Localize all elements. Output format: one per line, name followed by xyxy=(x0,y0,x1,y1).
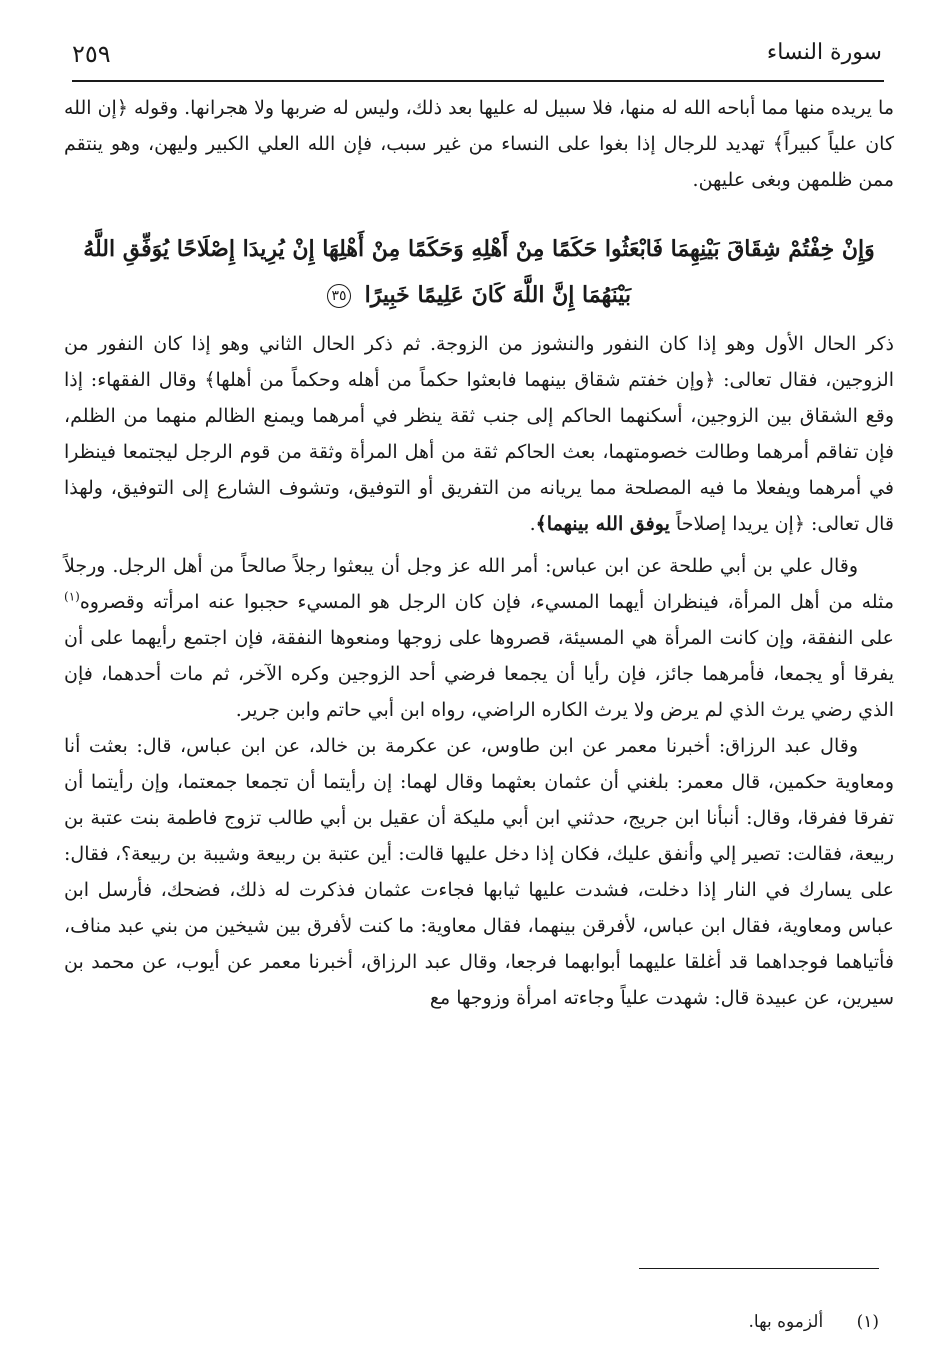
paragraph-3-text: وقال علي بن أبي طلحة عن ابن عباس: أمر الله عز وجل أن يبعثوا رجلاً صالحاً من أهل الرجل. ورجلاً مثله من أهل المرأة، فينظران أيهما المسيء، فإن كان الرجل هو المسيء حجبوا عنه امرأته وقصروه xyxy=(64,555,894,613)
verse-text: وَإِنْ خِفْتُمْ شِقَاقَ بَيْنِهِمَا فَابْعَثُوا حَكَمًا مِنْ أَهْلِهِ وَحَكَمًا مِنْ أَهْلِهَا إِنْ يُرِيدَا إِصْلَاحًا يُوَفِّقِ اللَّهُ بَيْنَهُمَا إِنَّ اللَّهَ كَانَ عَلِيمًا خَبِيرًا xyxy=(83,236,875,308)
footnote-rule xyxy=(639,1268,879,1269)
quran-verse xyxy=(64,226,894,318)
paragraph-3 xyxy=(64,548,894,728)
paragraph-2 xyxy=(64,326,894,542)
verse-number-marker: ٣٥ xyxy=(327,284,351,308)
paragraph-2-text: ذكر الحال الأول وهو إذا كان النفور والنشوز من الزوجة. ثم ذكر الحال الثاني وهو إذا كان النفور من الزوجين، فقال تعالى: ﴿وإن خفتم شقاق بينهما فابعثوا حكماً من أهله وحكماً من أهلها﴾ وقال الفقهاء: إذا وقع الشقاق بين الزوجين، أسكنهما الحاكم إلى جنب ثقة ينظر في أمرهما ويمنع الظالم منهما من الظلم، فإن تفاقم أمرهما وطالت خصومتهما، بعث الحاكم ثقة من أهل المرأة وثقة من قوم الرجل ليجتمعا فينظرا في أمرهما ويفعلا ما فيه المصلحة مما يريانه من التفريق أو التوفيق، وتشوف الشارع إلى التوفيق، ولهذا قال تعالى: ﴿إن يريدا إصلاحاً xyxy=(64,333,894,535)
page-header xyxy=(72,38,882,74)
paragraph-2-end: . xyxy=(529,513,536,535)
paragraph-3-end: على النفقة، وإن كانت المرأة هي المسيئة، قصروها على زوجها ومنعوها النفقة، فإن اجتمع رأيهما على أن يفرقا أو يجمعا، فأمرهما جائز، فإن رأيا أن يجمعا فرضي أحد الزوجين وكره الآخر، ثم مات أحدهما، فإن الذي رضي يرث الذي لم يرض ولا يرث الكاره الراضي، رواه ابن أبي حاتم وابن جرير. xyxy=(64,627,894,721)
footnote-text: ألزموه بها. xyxy=(748,1312,824,1332)
main-text xyxy=(64,88,894,1016)
footnote-reference[interactable]: (١) xyxy=(64,589,80,604)
header-rule xyxy=(72,80,884,82)
paragraph-4: وقال عبد الرزاق: أخبرنا معمر عن ابن طاوس، عن عكرمة بن خالد، عن ابن عباس، قال: بعثت أنا ومعاوية حكمين، قال معمر: بلغني أن عثمان بعثهما وقال لهما: إن رأيتما أن تجمعا جمعتما، وإن رأيتما أن تفرقا ففرقا، وقال: أنبأنا ابن جريج، حدثني ابن أبي مليكة أن عقيل بن أبي طالب تزوج فاطمة بنت عتبة بن ربيعة، فقالت: تصير إلي وأنفق عليك، فكان إذا دخل عليها قالت: أين عتبة بن ربيعة وشيبة بن ربيعة؟، فقال: على يسارك في النار إذا دخلت، فشدت عليها ثيابها فجاءت عثمان فذكرت له ذلك، فضحك، فأرسل ابن عباس ومعاوية، فقال ابن عباس، لأفرقن بينهما، فقال معاوية: ما كنت لأفرق بين شيخين من بني عبد مناف، فأتياهما فوجداهما قد أغلقا عليهما أبوابهما فرجعا، وقال عبد الرزاق، أخبرنا معمر عن أيوب، عن محمد بن سيرين، عن عبيدة قال: شهدت علياً وجاءته امرأة وزوجها مع xyxy=(64,735,894,1009)
surah-title: سورة النساء xyxy=(766,40,882,65)
footnote-number: (١) xyxy=(856,1312,879,1332)
page-number: ٢٥٩ xyxy=(72,40,111,68)
paragraph-2-quote: يوفق الله بينهما﴾ xyxy=(535,513,670,535)
footnote xyxy=(749,1312,879,1332)
paragraph-1: ما يريده منها مما أباحه الله له منها، فلا سبيل له عليها بعد ذلك، وليس له ضربها ولا هجرانها. وقوله ﴿إن الله كان علياً كبيراً﴾ تهديد للرجال إذا بغوا على النساء من غير سبب، فإن الله العلي الكبير وليهن، وهو ينتقم ممن ظلمهن وبغى عليهن. xyxy=(64,97,894,191)
